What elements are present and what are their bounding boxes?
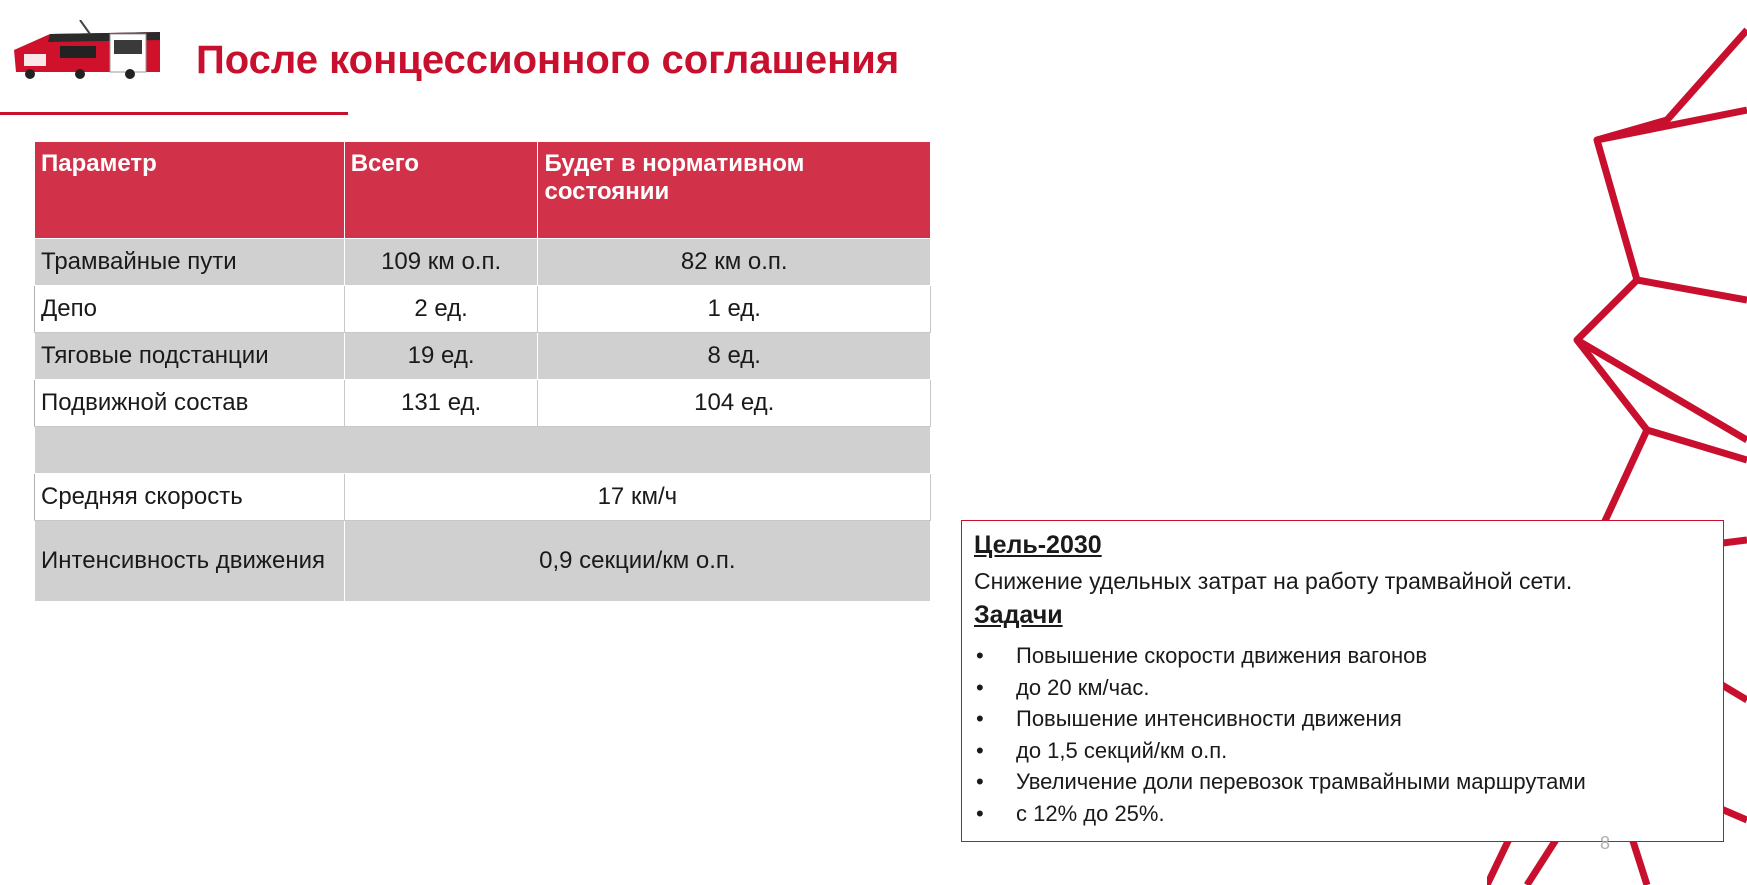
page-title: После концессионного соглашения <box>196 38 900 82</box>
tram-logo-icon <box>10 20 162 82</box>
task-list <box>974 640 1711 829</box>
list-item: • Увеличение доли перевозок трамвайными маршрутами <box>974 766 1711 798</box>
param-cell: Депо <box>35 286 345 333</box>
table-header-row <box>35 142 931 239</box>
normative-cell: 1 ед. <box>538 286 931 333</box>
column-header: Будет в нормативном состоянии <box>538 142 931 239</box>
value-cell: 17 км/ч <box>344 474 930 521</box>
title-underline <box>0 112 348 115</box>
list-item: • с 12% до 25%. <box>974 798 1711 830</box>
goal-box <box>961 520 1724 842</box>
table-row <box>35 286 931 333</box>
parameters-table <box>34 141 931 602</box>
column-header: Параметр <box>35 142 345 239</box>
total-cell: 109 км о.п. <box>344 239 538 286</box>
list-item: • до 20 км/час. <box>974 672 1711 704</box>
normative-cell: 82 км о.п. <box>538 239 931 286</box>
normative-cell: 104 ед. <box>538 380 931 427</box>
table-row <box>35 239 931 286</box>
list-item: • Повышение интенсивности движения <box>974 703 1711 735</box>
goal-heading: Цель-2030 <box>974 531 1102 559</box>
empty-cell <box>35 427 931 474</box>
param-cell: Тяговые подстанции <box>35 333 345 380</box>
param-cell: Интенсивность движения <box>35 521 345 602</box>
total-cell: 19 ед. <box>344 333 538 380</box>
page-number: 8 <box>1600 833 1611 853</box>
normative-cell: 8 ед. <box>538 333 931 380</box>
table-row <box>35 380 931 427</box>
table-spacer-row <box>35 427 931 474</box>
total-cell: 2 ед. <box>344 286 538 333</box>
param-cell: Подвижной состав <box>35 380 345 427</box>
param-cell: Средняя скорость <box>35 474 345 521</box>
table-row <box>35 333 931 380</box>
value-cell: 0,9 секции/км о.п. <box>344 521 930 602</box>
table-row <box>35 474 931 521</box>
table-row <box>35 521 931 602</box>
param-cell: Трамвайные пути <box>35 239 345 286</box>
list-item: • до 1,5 секций/км о.п. <box>974 735 1711 767</box>
total-cell: 131 ед. <box>344 380 538 427</box>
column-header: Всего <box>344 142 538 239</box>
tasks-heading: Задачи <box>974 601 1063 629</box>
goal-text: Снижение удельных затрат на работу трамвайной сети. <box>974 568 1573 594</box>
list-item: • Повышение скорости движения вагонов <box>974 640 1711 672</box>
